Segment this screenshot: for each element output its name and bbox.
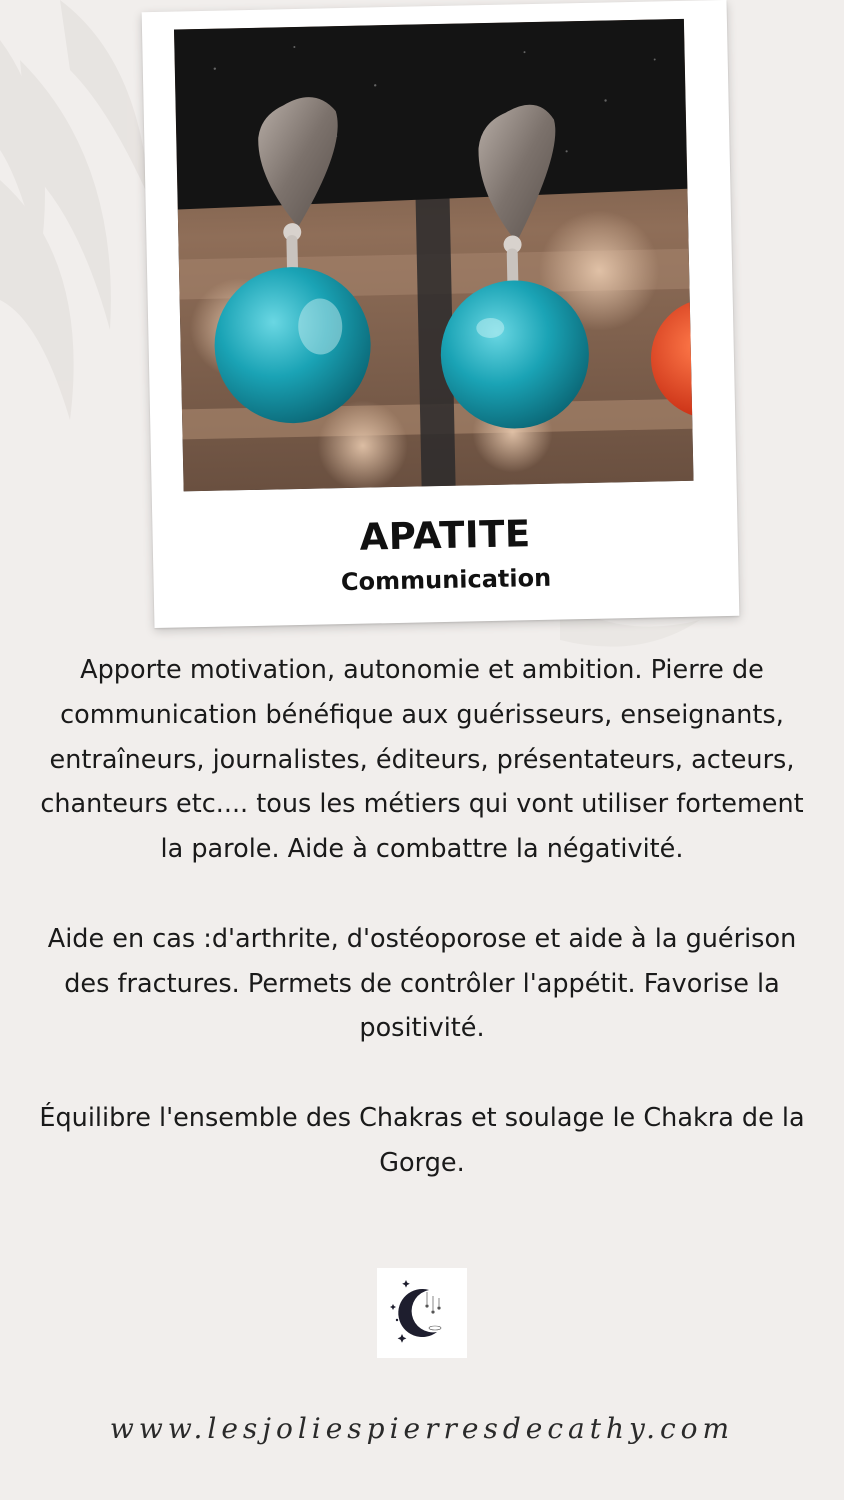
description-paragraph-benefits: Apporte motivation, autonomie et ambition. Pierre de communication bénéfique aux guérisseurs, enseignants, entraîneurs, journalistes, éditeurs, présentateurs, acteurs, chanteurs etc.... tous les métiers qui vont utiliser fortement la parole. Aide à combattre la négativité. <box>40 655 804 865</box>
description-block <box>30 648 814 1186</box>
moon-logo-icon <box>377 1268 467 1358</box>
description-paragraph-health: Aide en cas :d'arthrite, d'ostéoporose et aide à la guérison des fractures. Permets de contrôler l'appétit. Favorise la positivité. <box>47 923 797 1044</box>
stone-name: APATITE <box>359 512 532 559</box>
description-paragraph-chakras: Équilibre l'ensemble des Chakras et soulage le Chakra de la Gorge. <box>39 1102 805 1178</box>
website-url[interactable]: www.lesjoliespierresdecathy.com <box>109 1412 735 1445</box>
brand-logo <box>377 1268 467 1358</box>
stone-property: Communication <box>340 563 552 597</box>
product-photo <box>174 19 694 492</box>
photo-card <box>142 0 740 628</box>
